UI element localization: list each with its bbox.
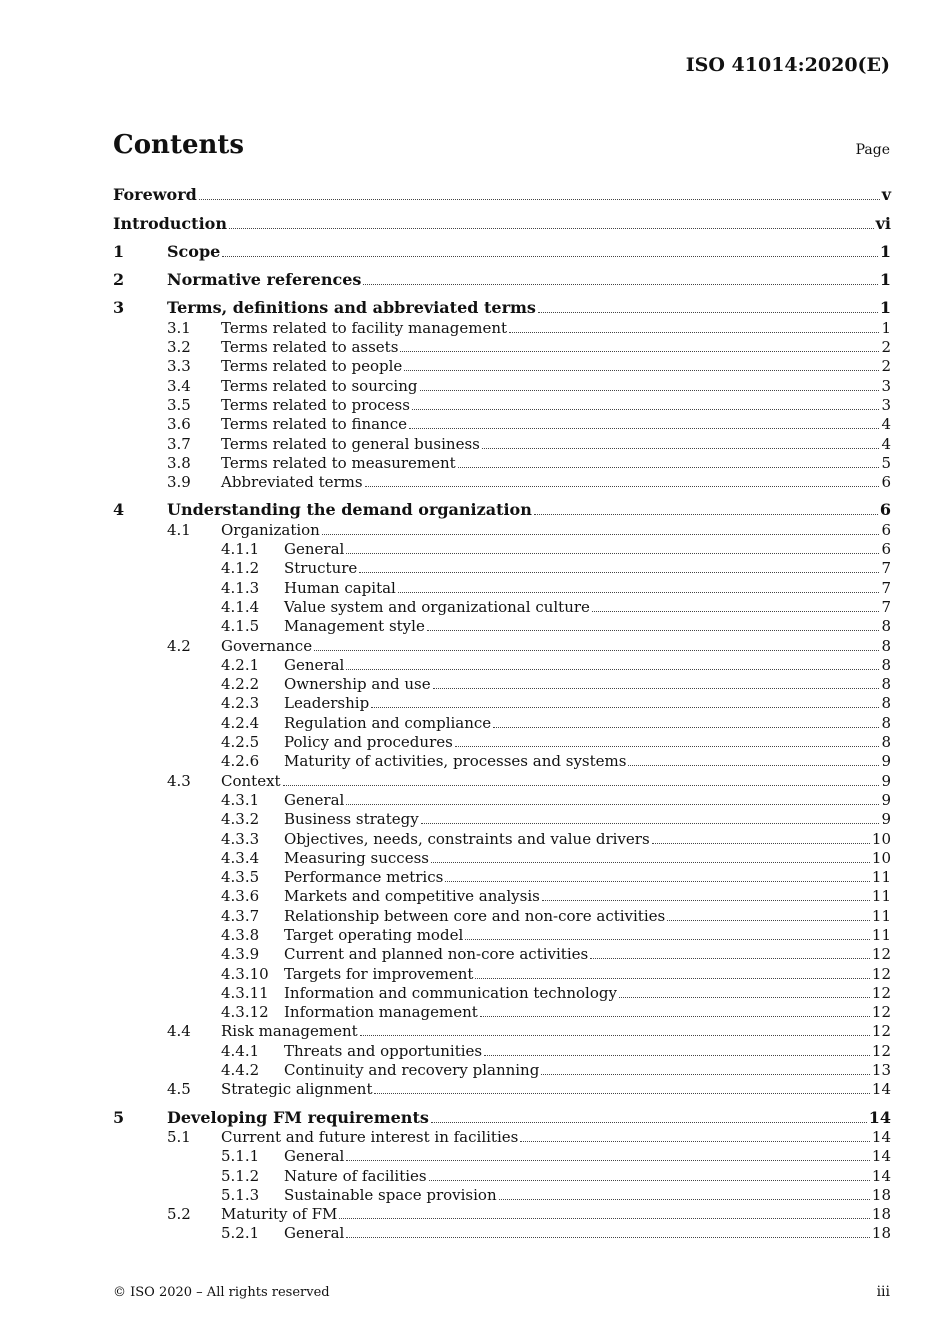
toc-entry-number: 5.2.1 [221, 1224, 260, 1243]
toc-entry-title: Terms related to general business [221, 434, 480, 453]
toc-entry-number: 4.3.9 [221, 945, 260, 964]
toc-entry-page: 9 [881, 810, 891, 829]
toc-entry[interactable] [113, 213, 891, 232]
toc-entry-page: 11 [871, 868, 891, 887]
toc-entry[interactable] [113, 655, 891, 674]
toc-dot-leader [480, 1015, 870, 1017]
toc-entry[interactable] [113, 519, 891, 538]
toc-gap [113, 233, 891, 242]
toc-entry-title: Information management [284, 1003, 478, 1022]
toc-dot-leader [652, 842, 870, 844]
contents-heading: Contents [113, 130, 245, 160]
toc-entry[interactable] [113, 453, 891, 472]
toc-entry[interactable] [113, 185, 891, 204]
toc-entry-number: 4 [113, 500, 125, 520]
document-id: ISO 41014:2020(E) [685, 54, 890, 76]
toc-dot-leader [429, 1179, 870, 1181]
toc-entry[interactable] [113, 414, 891, 433]
toc-entry-number: 4.1.1 [221, 540, 260, 559]
toc-dot-leader [199, 198, 880, 200]
toc-dot-leader [538, 311, 878, 313]
toc-entry-number: 2 [113, 270, 125, 290]
toc-entry[interactable] [113, 1204, 891, 1223]
toc-dot-leader [431, 1121, 867, 1123]
toc-entry-title: Developing FM requirements [167, 1107, 429, 1127]
toc-entry-number: 3.5 [167, 395, 191, 414]
toc-entry-page: 1 [881, 318, 891, 337]
toc-entry-title: Terms related to people [221, 357, 403, 376]
toc-entry-title: Nature of facilities [284, 1166, 427, 1185]
toc-dot-leader [619, 996, 870, 998]
toc-entry-title: Human capital [284, 578, 396, 597]
toc-entry[interactable] [113, 751, 891, 770]
toc-entry-number: 3.8 [167, 453, 191, 472]
toc-dot-leader [475, 977, 869, 979]
toc-dot-leader [455, 745, 880, 747]
toc-entry-title: Understanding the demand organization [167, 500, 532, 520]
toc-dot-leader [590, 957, 870, 959]
toc-gap [113, 491, 891, 500]
toc-entry[interactable] [113, 1223, 891, 1242]
toc-entry-number: 4.2.1 [221, 655, 260, 674]
toc-entry-title: Management style [284, 617, 425, 636]
toc-entry[interactable] [113, 732, 891, 751]
toc-entry-number: 4.5 [167, 1080, 191, 1099]
toc-entry[interactable] [113, 1021, 891, 1040]
toc-dot-leader [412, 408, 880, 410]
toc-entry-number: 3.3 [167, 357, 191, 376]
toc-entry-page: 6 [881, 540, 891, 559]
toc-entry-number: 4.2.3 [221, 694, 260, 713]
toc-entry-page: 1 [879, 298, 891, 318]
toc-entry-number: 4.4.1 [221, 1041, 260, 1060]
toc-entry[interactable] [113, 693, 891, 712]
toc-entry[interactable] [113, 577, 891, 596]
toc-entry-number: 4.2.2 [221, 675, 260, 694]
toc-dot-leader [398, 591, 880, 593]
toc-entry-title: General [284, 540, 345, 559]
toc-entry-title: Terms related to assets [221, 338, 399, 357]
toc-entry-number: 4.4.2 [221, 1061, 260, 1080]
toc-dot-leader [534, 513, 878, 515]
toc-entry-number: 4.3.11 [221, 983, 269, 1002]
toc-dot-leader [314, 649, 879, 651]
toc-entry-page: 11 [871, 906, 891, 925]
toc-entry-page: 7 [881, 559, 891, 578]
toc-entry[interactable] [113, 983, 891, 1002]
toc-dot-leader [346, 668, 879, 670]
toc-entry[interactable] [113, 674, 891, 693]
toc-dot-leader [409, 427, 879, 429]
toc-dot-leader [222, 255, 878, 257]
toc-dot-leader [360, 1034, 870, 1036]
toc-entry-title: Terms related to sourcing [221, 376, 418, 395]
toc-entry-page: 9 [881, 790, 891, 809]
toc-entry-page: vi [875, 213, 891, 233]
toc-entry-page: 13 [871, 1061, 891, 1080]
toc-entry-page: 1 [879, 270, 891, 290]
toc-entry-number: 4.3.12 [221, 1003, 269, 1022]
toc-entry-number: 4.1.4 [221, 597, 260, 616]
toc-entry-number: 5.1.1 [221, 1147, 260, 1166]
toc-entry-number: 4.3.2 [221, 810, 260, 829]
toc-dot-leader [592, 610, 880, 612]
toc-entry-number: 3.1 [167, 318, 191, 337]
toc-entry-number: 4.3.8 [221, 925, 260, 944]
toc-entry-title: Markets and competitive analysis [284, 887, 540, 906]
toc-entry[interactable] [113, 242, 891, 261]
toc-dot-leader [509, 331, 879, 333]
toc-entry-page: 12 [871, 1022, 891, 1041]
toc-entry-page: 12 [871, 945, 891, 964]
toc-entry-number: 4.3 [167, 771, 191, 790]
toc-dot-leader [404, 369, 879, 371]
toc-entry-number: 3.4 [167, 376, 191, 395]
toc-entry-title: Value system and organizational culture [284, 597, 590, 616]
toc-entry-number: 5.1 [167, 1127, 191, 1146]
toc-entry-page: 7 [881, 597, 891, 616]
toc-entry[interactable] [113, 270, 891, 289]
toc-entry[interactable] [113, 790, 891, 809]
toc-entry-number: 4.3.6 [221, 887, 260, 906]
toc-entry-page: 8 [881, 733, 891, 752]
toc-entry-title: Leadership [284, 694, 370, 713]
toc-entry-title: Organization [221, 520, 320, 539]
toc-entry-number: 4.3.3 [221, 829, 260, 848]
toc-dot-leader [628, 764, 879, 766]
toc-entry[interactable] [113, 635, 891, 654]
toc-entry-title: Maturity of FM [221, 1205, 338, 1224]
toc-dot-leader [339, 1217, 870, 1219]
toc-entry-title: Abbreviated terms [221, 473, 363, 492]
toc-entry-title: Information and communication technology [284, 983, 617, 1002]
toc-entry[interactable] [113, 1040, 891, 1059]
toc-entry-number: 4.3.4 [221, 848, 260, 867]
toc-dot-leader [445, 880, 870, 882]
toc-entry-title: Policy and procedures [284, 733, 453, 752]
toc-entry-page: 8 [881, 675, 891, 694]
copyright-footer: © ISO 2020 – All rights reserved [113, 1285, 330, 1300]
toc-entry-title: General [284, 790, 345, 809]
toc-entry-number: 4.2.5 [221, 733, 260, 752]
toc-entry-page: 6 [881, 520, 891, 539]
toc-entry-page: 12 [871, 1041, 891, 1060]
toc-entry[interactable] [113, 337, 891, 356]
toc-entry-title: Risk management [221, 1022, 358, 1041]
toc-gap [113, 1098, 891, 1107]
toc-entry-number: 3.9 [167, 473, 191, 492]
toc-dot-leader [371, 706, 879, 708]
toc-entry[interactable] [113, 356, 891, 375]
toc-entry-page: 8 [881, 713, 891, 732]
toc-entry-page: 18 [871, 1205, 891, 1224]
toc-entry[interactable] [113, 1107, 891, 1126]
toc-entry-title: Scope [167, 241, 221, 261]
toc-dot-leader [433, 687, 880, 689]
toc-entry-page: 8 [881, 617, 891, 636]
toc-entry-page: 7 [881, 578, 891, 597]
toc-dot-leader [400, 350, 879, 352]
toc-entry[interactable] [113, 539, 891, 558]
toc-entry-title: Threats and opportunities [284, 1041, 483, 1060]
toc-entry-title: Regulation and compliance [284, 713, 492, 732]
toc-entry-number: 4.4 [167, 1022, 191, 1041]
toc-entry-title: Context [221, 771, 281, 790]
toc-dot-leader [542, 899, 870, 901]
toc-entry-page: v [881, 185, 891, 205]
toc-entry-page: 4 [881, 434, 891, 453]
toc-entry[interactable] [113, 809, 891, 828]
toc-entry-title: Introduction [113, 213, 227, 233]
toc-entry-title: Maturity of activities, processes and systems [284, 752, 627, 771]
toc-entry-page: 10 [871, 829, 891, 848]
toc-entry-page: 4 [881, 415, 891, 434]
toc-entry-title: Terms related to finance [221, 415, 408, 434]
toc-entry-number: 5.2 [167, 1205, 191, 1224]
toc-entry-number: 4.1.3 [221, 578, 260, 597]
toc-entry-page: 12 [871, 964, 891, 983]
page-number-footer: iii [876, 1284, 890, 1300]
toc-entry-page: 6 [881, 473, 891, 492]
toc-dot-leader [346, 552, 879, 554]
toc-entry-title: Strategic alignment [221, 1080, 373, 1099]
toc-entry-page: 8 [881, 655, 891, 674]
toc-entry-number: 4.2 [167, 636, 191, 655]
toc-dot-leader [421, 822, 880, 824]
toc-entry-title: Governance [221, 636, 313, 655]
toc-entry-number: 5.1.2 [221, 1166, 260, 1185]
toc-dot-leader [420, 389, 880, 391]
toc-entry[interactable] [113, 848, 891, 867]
toc-entry-page: 3 [881, 376, 891, 395]
toc-entry[interactable] [113, 963, 891, 982]
toc-entry-title: Measuring success [284, 848, 429, 867]
toc-entry-page: 14 [868, 1107, 891, 1127]
toc-entry-page: 11 [871, 925, 891, 944]
toc-entry-title: Structure [284, 559, 358, 578]
toc-entry-number: 3.7 [167, 434, 191, 453]
toc-entry-page: 3 [881, 395, 891, 414]
toc-dot-leader [465, 938, 870, 940]
toc-gap [113, 204, 891, 213]
toc-entry-page: 18 [871, 1185, 891, 1204]
toc-entry-page: 2 [881, 338, 891, 357]
toc-entry[interactable] [113, 1165, 891, 1184]
toc-entry-page: 10 [871, 848, 891, 867]
toc-dot-leader [484, 1054, 870, 1056]
toc-entry[interactable] [113, 712, 891, 731]
toc-dot-leader [520, 1140, 870, 1142]
toc-dot-leader [458, 466, 880, 468]
toc-entry-title: General [284, 1224, 345, 1243]
toc-entry[interactable] [113, 395, 891, 414]
toc-entry-title: Performance metrics [284, 868, 444, 887]
toc-entry-title: Sustainable space provision [284, 1185, 497, 1204]
toc-entry[interactable] [113, 616, 891, 635]
toc-entry-page: 2 [881, 357, 891, 376]
toc-dot-leader [499, 1198, 870, 1200]
toc-entry-number: 3.2 [167, 338, 191, 357]
toc-entry[interactable] [113, 944, 891, 963]
toc-entry[interactable] [113, 886, 891, 905]
toc-entry-title: Current and future interest in facilities [221, 1127, 519, 1146]
toc-dot-leader [346, 1159, 870, 1161]
toc-entry-number: 4.2.6 [221, 752, 260, 771]
toc-dot-leader [346, 803, 879, 805]
toc-dot-leader [365, 485, 880, 487]
toc-entry-page: 14 [871, 1080, 891, 1099]
toc-entry-title: Ownership and use [284, 675, 431, 694]
toc-entry-title: Current and planned non-core activities [284, 945, 589, 964]
toc-entry-title: Terms related to measurement [221, 453, 456, 472]
toc-dot-leader [427, 629, 880, 631]
toc-entry-page: 8 [881, 694, 891, 713]
toc-entry-title: Terms related to process [221, 395, 410, 414]
toc-entry-number: 4.1.5 [221, 617, 260, 636]
toc-entry-page: 9 [881, 771, 891, 790]
toc-entry-page: 12 [871, 1003, 891, 1022]
toc-dot-leader [359, 571, 879, 573]
toc-dot-leader [229, 227, 874, 229]
toc-dot-leader [482, 447, 880, 449]
toc-entry-title: Normative references [167, 270, 362, 290]
toc-entry-number: 4.1.2 [221, 559, 260, 578]
toc-entry-page: 14 [871, 1127, 891, 1146]
toc-entry[interactable] [113, 1185, 891, 1204]
toc-entry-number: 5 [113, 1107, 125, 1127]
toc-entry[interactable] [113, 597, 891, 616]
toc-entry-page: 8 [881, 636, 891, 655]
toc-gap [113, 289, 891, 298]
toc-entry-page: 6 [879, 500, 891, 520]
toc-entry-page: 14 [871, 1147, 891, 1166]
toc-dot-leader [541, 1073, 870, 1075]
toc-entry[interactable] [113, 1127, 891, 1146]
toc-entry-number: 3.6 [167, 415, 191, 434]
toc-entry[interactable] [113, 500, 891, 519]
toc-entry-title: Relationship between core and non-core activities [284, 906, 666, 925]
toc-entry-title: Continuity and recovery planning [284, 1061, 540, 1080]
toc-entry[interactable] [113, 1060, 891, 1079]
toc-entry-title: Objectives, needs, constraints and value drivers [284, 829, 650, 848]
toc-entry[interactable] [113, 905, 891, 924]
toc-entry[interactable] [113, 298, 891, 317]
toc-entry[interactable] [113, 1146, 891, 1165]
toc-entry-title: Terms related to facility management [221, 318, 508, 337]
page-column-label: Page [855, 142, 890, 158]
toc-dot-leader [493, 726, 879, 728]
toc-entry-number: 4.2.4 [221, 713, 260, 732]
toc-dot-leader [431, 861, 870, 863]
toc-entry[interactable] [113, 317, 891, 336]
toc-dot-leader [667, 919, 870, 921]
toc-entry-page: 18 [871, 1224, 891, 1243]
toc-entry-title: General [284, 655, 345, 674]
toc-entry-title: Business strategy [284, 810, 419, 829]
toc-entry[interactable] [113, 472, 891, 491]
table-of-contents [113, 185, 891, 1242]
toc-entry-number: 4.1 [167, 520, 191, 539]
toc-entry[interactable] [113, 828, 891, 847]
toc-entry-page: 1 [879, 241, 891, 261]
toc-entry-page: 5 [881, 453, 891, 472]
toc-entry[interactable] [113, 1002, 891, 1021]
toc-entry-number: 4.3.1 [221, 790, 260, 809]
toc-entry-title: Terms, definitions and abbreviated terms [167, 298, 536, 318]
toc-entry[interactable] [113, 558, 891, 577]
toc-dot-leader [374, 1092, 869, 1094]
toc-entry-title: Targets for improvement [284, 964, 474, 983]
toc-entry-title: Foreword [113, 185, 197, 205]
toc-entry[interactable] [113, 375, 891, 394]
toc-gap [113, 261, 891, 270]
toc-entry-page: 11 [871, 887, 891, 906]
toc-entry-number: 4.3.5 [221, 868, 260, 887]
toc-dot-leader [322, 533, 880, 535]
toc-dot-leader [346, 1236, 870, 1238]
toc-entry[interactable] [113, 867, 891, 886]
toc-entry-number: 1 [113, 241, 125, 261]
toc-entry-page: 12 [871, 983, 891, 1002]
toc-entry[interactable] [113, 433, 891, 452]
toc-entry[interactable] [113, 770, 891, 789]
toc-entry-number: 5.1.3 [221, 1185, 260, 1204]
toc-entry-number: 4.3.10 [221, 964, 269, 983]
toc-entry-title: Target operating model [284, 925, 464, 944]
toc-entry[interactable] [113, 1079, 891, 1098]
toc-entry-title: General [284, 1147, 345, 1166]
toc-entry-page: 9 [881, 752, 891, 771]
toc-entry-number: 3 [113, 298, 125, 318]
toc-dot-leader [363, 283, 877, 285]
toc-dot-leader [283, 784, 880, 786]
toc-entry-number: 4.3.7 [221, 906, 260, 925]
toc-entry[interactable] [113, 925, 891, 944]
toc-entry-page: 14 [871, 1166, 891, 1185]
